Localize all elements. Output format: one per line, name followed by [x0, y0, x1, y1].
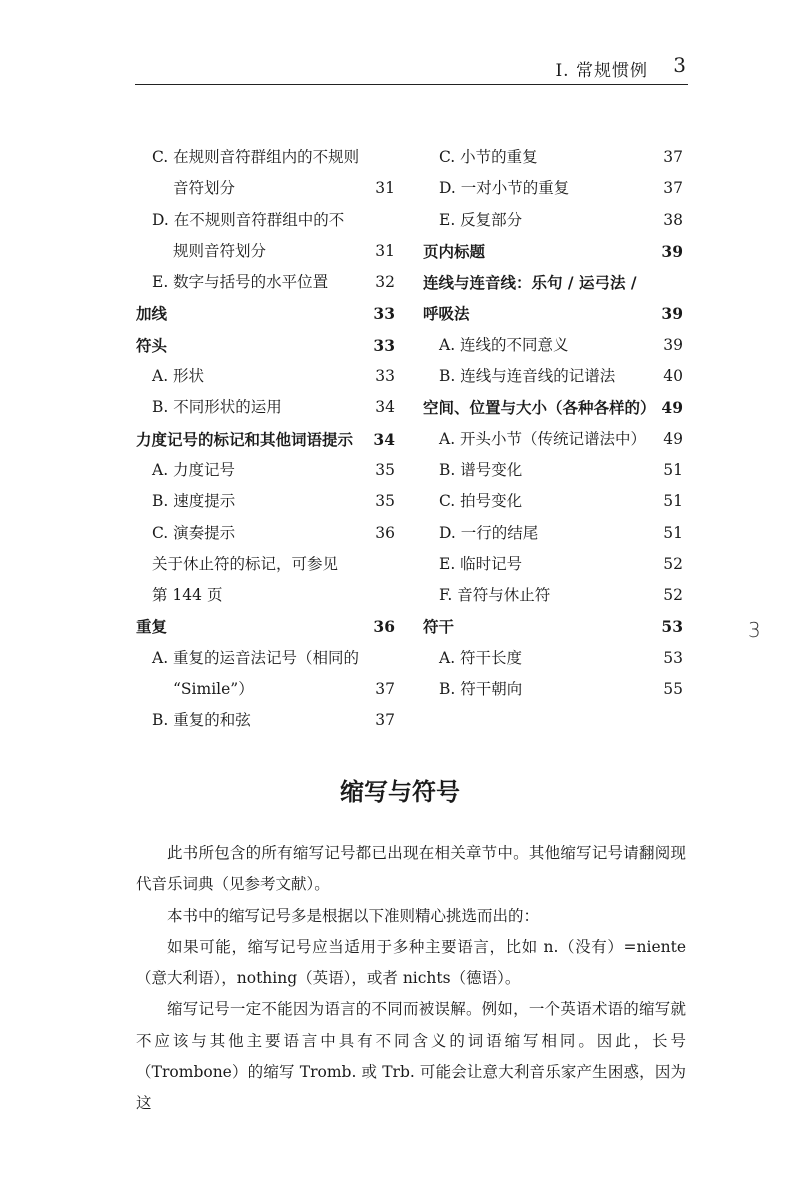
- toc-entry: D. 在不规则音符群组中的不: [152, 210, 345, 229]
- toc-entry: 音符划分 31: [173, 179, 395, 198]
- toc-right-column: [423, 142, 683, 705]
- toc-note: 关于休止符的标记，可参见: [152, 554, 339, 573]
- toc-note: 第 144 页: [152, 586, 223, 605]
- page-number: 3: [673, 53, 686, 77]
- toc-entry: E. 临时记号 52: [439, 554, 683, 573]
- toc-heading: 呼吸法 39: [423, 304, 683, 324]
- toc-heading: 连线与连音线：乐句 / 运弓法 /: [423, 273, 637, 293]
- toc-entry: 规则音符划分 31: [173, 241, 395, 260]
- paragraph: 此书所包含的所有缩写记号都已出现在相关章节中。其他缩写记号请翻阅现代音乐词典（见参考文献）。: [136, 844, 686, 894]
- toc-entry: B. 符干朝向 55: [439, 680, 683, 699]
- toc-entry: “Simile”） 37: [173, 680, 395, 699]
- toc-heading: 符干 53: [423, 617, 683, 637]
- toc-entry: C. 演奏提示 36: [152, 523, 395, 542]
- toc-heading: 符头 33: [136, 335, 395, 355]
- chapter-title: Ⅰ. 常规惯例: [555, 61, 648, 81]
- toc-entry: A. 力度记号 35: [152, 460, 395, 479]
- toc-heading: 力度记号的标记和其他词语提示 34: [136, 429, 395, 449]
- paragraph: 如果可能，缩写记号应当适用于多种主要语言，比如 n.（没有）=niente（意大利语），nothing（英语），或者 nichts（德语）。: [136, 937, 686, 988]
- toc-entry: D. 一行的结尾 51: [439, 523, 683, 542]
- toc-entry: C. 在规则音符群组内的不规则: [152, 148, 360, 166]
- toc-entry: B. 谱号变化 51: [439, 460, 683, 479]
- toc-heading: 加线 33: [136, 304, 395, 324]
- toc-entry: C. 小节的重复 37: [439, 148, 683, 166]
- paragraph: 缩写记号一定不能因为语言的不同而被误解。例如，一个英语术语的缩写就不应该与其他主要语言中具有不同含义的词语缩写相同。因此，长号（Trombone）的缩写 Tromb. 或 Trb. 可能会让意大利音乐家产生困惑，因为这: [136, 1000, 686, 1113]
- toc-entry: F. 音符与休止符 52: [439, 586, 683, 605]
- margin-page-marker: 3: [748, 618, 761, 642]
- toc-entry: B. 不同形状的运用 34: [152, 398, 395, 417]
- toc-entry: C. 拍号变化 51: [439, 492, 683, 511]
- toc-entry: A. 开头小节（传统记谱法中） 49: [439, 429, 683, 448]
- toc-entry: B. 连线与连音线的记谱法 40: [439, 367, 683, 386]
- toc-heading: 重复 36: [136, 617, 395, 637]
- toc-entry: E. 反复部分 38: [439, 210, 683, 229]
- toc-entry: E. 数字与括号的水平位置 32: [152, 273, 395, 292]
- toc-heading: 页内标题 39: [423, 241, 683, 261]
- toc-left-column: [136, 142, 395, 737]
- toc-entry: A. 符干长度 53: [439, 648, 683, 667]
- toc-entry: A. 连线的不同意义 39: [439, 335, 683, 354]
- toc-entry: B. 速度提示 35: [152, 492, 395, 511]
- toc-entry: A. 重复的运音法记号（相同的: [152, 648, 360, 667]
- paragraph: 本书中的缩写记号多是根据以下准则精心挑选而出的：: [167, 906, 540, 925]
- toc-entry: B. 重复的和弦 37: [152, 711, 395, 730]
- toc-heading: 空间、位置与大小（各种各样的） 49: [423, 398, 683, 418]
- section-title: 缩写与符号: [340, 778, 460, 806]
- section-body: [136, 838, 686, 1120]
- toc-entry: D. 一对小节的重复 37: [439, 179, 683, 198]
- toc-entry: A. 形状 33: [152, 367, 395, 386]
- running-header: [135, 48, 688, 85]
